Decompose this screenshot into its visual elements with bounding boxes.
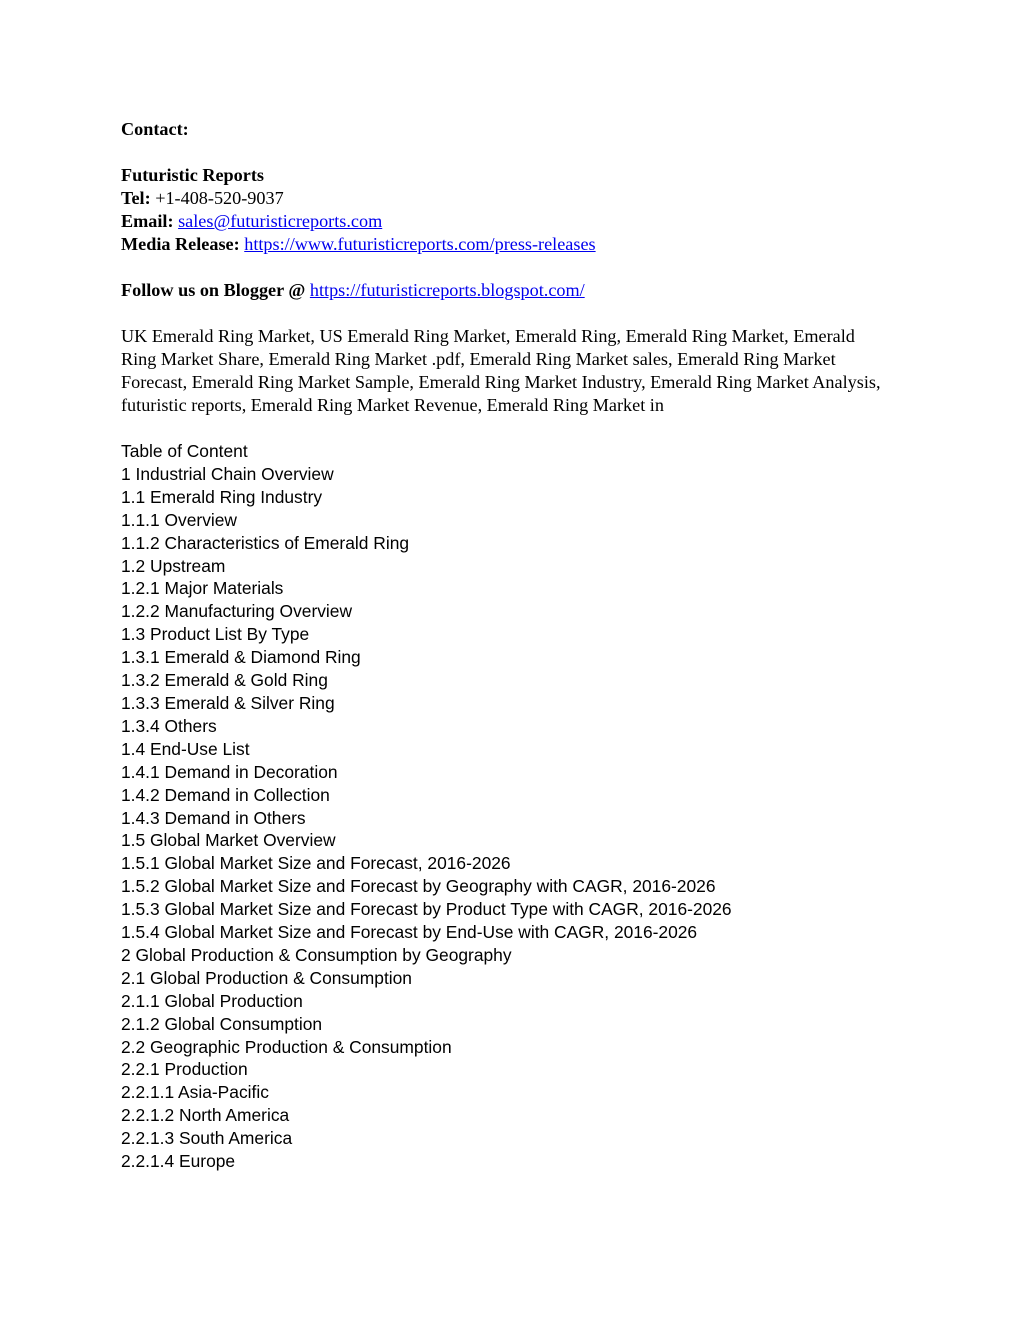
- toc-item: 2 Global Production & Consumption by Geography: [121, 944, 512, 965]
- toc-item: 2.2.1.4 Europe: [121, 1151, 236, 1172]
- media-release-link[interactable]: https://www.futuristicreports.com/press-releases: [244, 234, 596, 254]
- toc-item: 1.3.3 Emerald & Silver Ring: [121, 692, 335, 713]
- toc-list: [121, 463, 901, 1173]
- toc-item: 2.1.1 Global Production: [121, 990, 303, 1011]
- toc-item: 1.2.1 Major Materials: [121, 578, 284, 599]
- spacer: [121, 141, 901, 164]
- toc-item: 1.4.1 Demand in Decoration: [121, 761, 338, 782]
- toc-item: 1.2 Upstream: [121, 555, 226, 576]
- toc-item: 1.5 Global Market Overview: [121, 830, 336, 851]
- email-link[interactable]: sales@futuristicreports.com: [178, 211, 383, 231]
- keywords-paragraph: UK Emerald Ring Market, US Emerald Ring Market, Emerald Ring, Emerald Ring Market, Emerald Ring Market Share, Emerald Ring Market .pdf, Emerald Ring Market sales, Emerald Ring Market Forecast, Emerald Ring Market Sample, Emerald Ring Market Industry, Emerald Ring Market Analysis, futuristic reports, Emerald Ring Market Revenue, Emerald Ring Market in: [121, 326, 881, 415]
- table-of-contents: [121, 440, 901, 1173]
- toc-item: 1.3.1 Emerald & Diamond Ring: [121, 647, 361, 668]
- toc-item: 2.2 Geographic Production & Consumption: [121, 1036, 452, 1057]
- toc-item: 1.1 Emerald Ring Industry: [121, 486, 323, 507]
- toc-item: 1.5.4 Global Market Size and Forecast by End-Use with CAGR, 2016-2026: [121, 922, 698, 943]
- toc-item: 1.5.1 Global Market Size and Forecast, 2016-2026: [121, 853, 511, 874]
- toc-item: 1.4.3 Demand in Others: [121, 807, 306, 828]
- toc-item: 1.2.2 Manufacturing Overview: [121, 601, 353, 622]
- follow-line: [121, 279, 901, 302]
- toc-item: 1.4.2 Demand in Collection: [121, 784, 330, 805]
- tel-label: Tel:: [121, 188, 151, 208]
- toc-item: 1.3 Product List By Type: [121, 624, 310, 645]
- toc-item: 1.5.3 Global Market Size and Forecast by Product Type with CAGR, 2016-2026: [121, 899, 732, 920]
- toc-title: Table of Content: [121, 441, 248, 461]
- toc-item: 1.3.4 Others: [121, 715, 217, 736]
- toc-item: 2.2.1.3 South America: [121, 1128, 293, 1149]
- toc-item: 1.1.2 Characteristics of Emerald Ring: [121, 532, 410, 553]
- follow-label: Follow us on Blogger @: [121, 280, 306, 300]
- document-page: [121, 118, 901, 1173]
- spacer: [121, 302, 901, 325]
- tel-line: [121, 187, 901, 210]
- toc-item: 1.4 End-Use List: [121, 738, 250, 759]
- toc-item: 1 Industrial Chain Overview: [121, 463, 334, 484]
- toc-item: 1.1.1 Overview: [121, 509, 237, 530]
- contact-section: [121, 118, 901, 325]
- blogger-link[interactable]: https://futuristicreports.blogspot.com/: [309, 280, 585, 300]
- toc-item: 2.2.1 Production: [121, 1059, 248, 1080]
- toc-item: 1.3.2 Emerald & Gold Ring: [121, 670, 328, 691]
- media-release-line: [121, 233, 901, 256]
- spacer: [121, 256, 901, 279]
- spacer: [121, 417, 901, 440]
- tel-value: +1-408-520-9037: [150, 188, 284, 208]
- email-line: [121, 210, 901, 233]
- toc-item: 2.2.1.2 North America: [121, 1105, 290, 1126]
- toc-item: 2.1.2 Global Consumption: [121, 1013, 323, 1034]
- email-label: Email:: [121, 211, 174, 231]
- toc-item: 2.2.1.1 Asia-Pacific: [121, 1082, 269, 1103]
- toc-item: 1.5.2 Global Market Size and Forecast by Geography with CAGR, 2016-2026: [121, 876, 716, 897]
- contact-heading: Contact:: [121, 119, 189, 139]
- company-name: Futuristic Reports: [121, 165, 264, 185]
- toc-item: 2.1 Global Production & Consumption: [121, 967, 412, 988]
- media-release-label: Media Release:: [121, 234, 240, 254]
